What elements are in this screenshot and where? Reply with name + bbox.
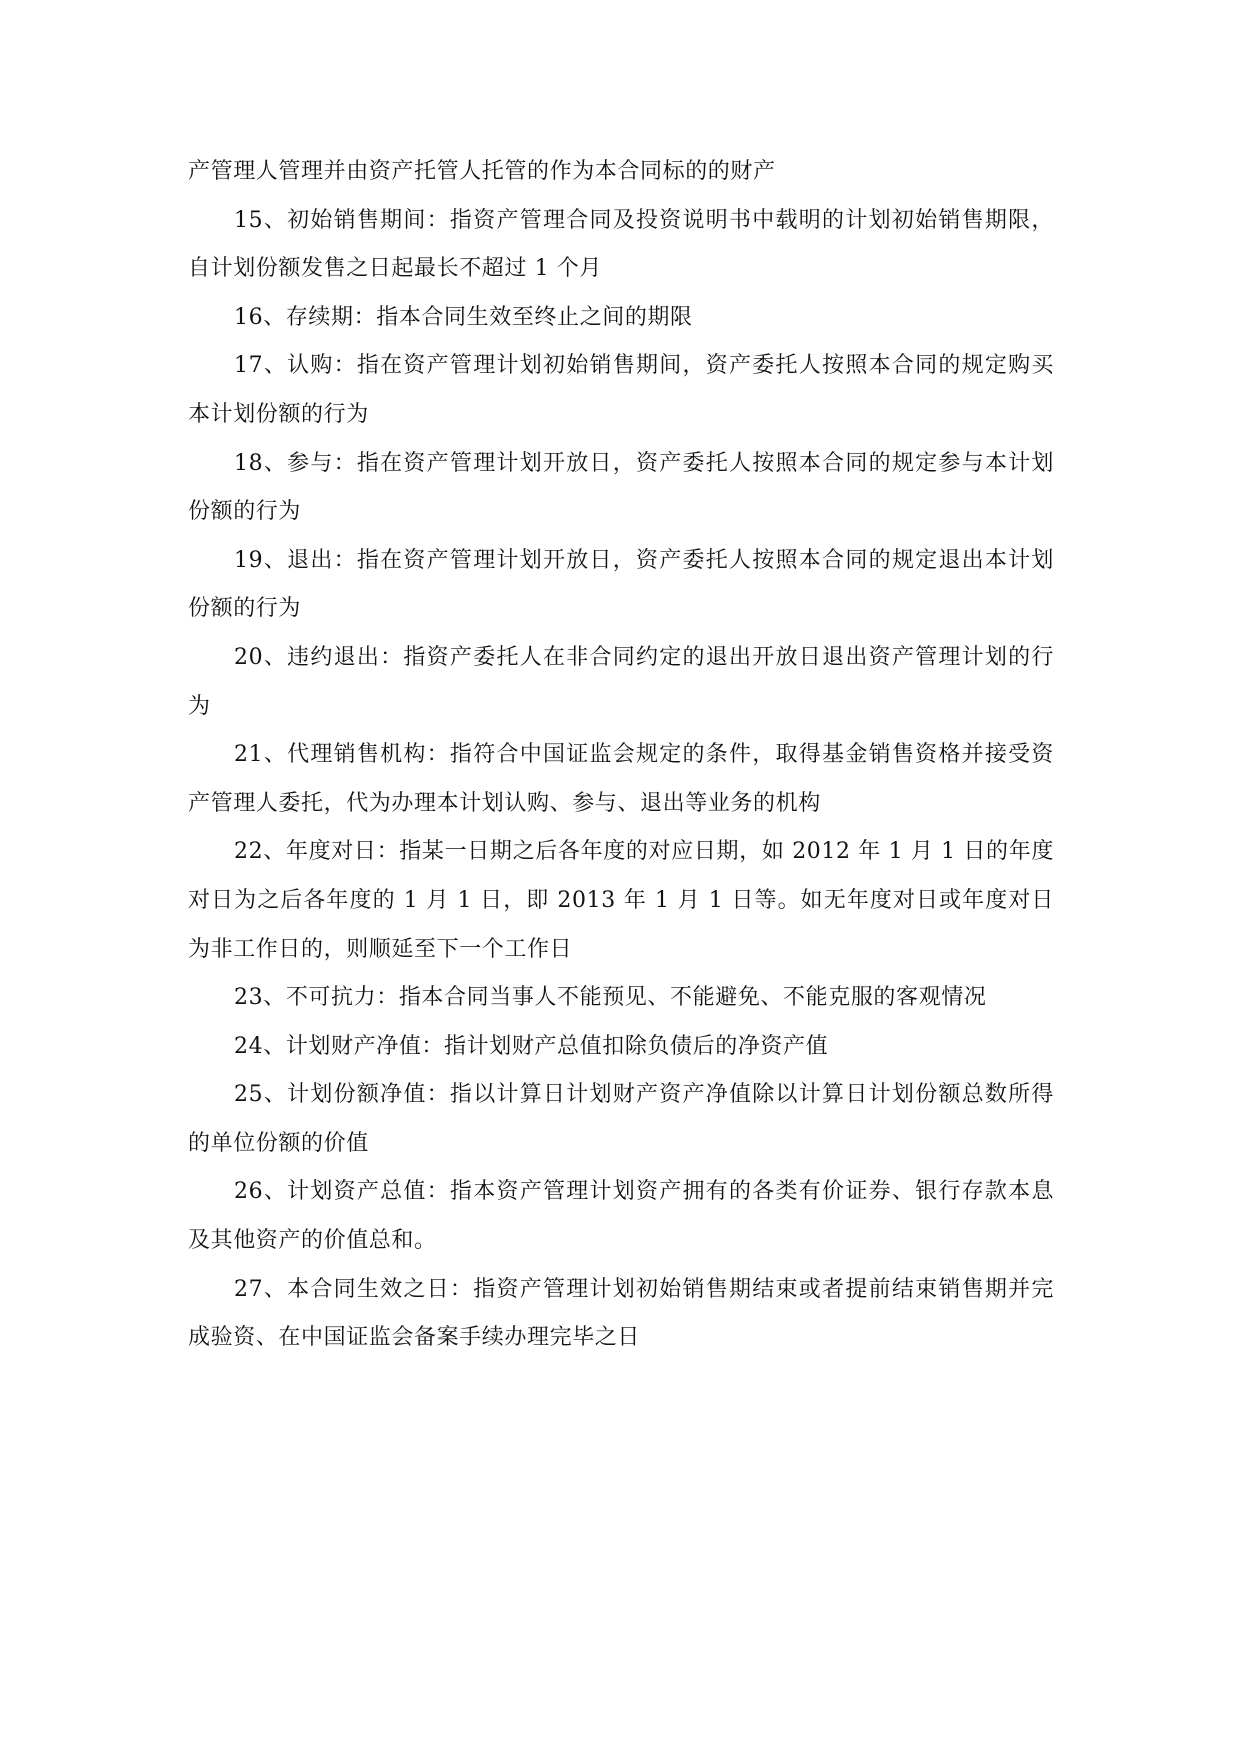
definition-17	[188, 342, 1054, 439]
definition-number: 20	[234, 644, 264, 670]
definition-text: 认购：指在资产管理计划初始销售期间，资产委托人按照本合同的规定购买本计划份额的行为	[188, 353, 1054, 427]
definition-number: 18	[234, 450, 264, 476]
definition-text: 计划份额净值：指以计算日计划财产资产净值除以计算日计划份额总数所得的单位份额的价值	[188, 1082, 1054, 1156]
definition-separator: 、	[263, 985, 286, 1011]
definition-text: 计划财产净值：指计划财产总值扣除负债后的净资产值	[285, 1033, 829, 1059]
definition-text: 不可抗力：指本合同当事人不能预见、不能避免、不能克服的客观情况	[285, 985, 987, 1011]
definition-text: 违约退出：指资产委托人在非合同约定的退出开放日退出资产管理计划的行为	[188, 644, 1054, 719]
definition-number: 24	[234, 1033, 264, 1059]
definition-text: 计划资产总值：指本资产管理计划资产拥有的各类有价证券、银行存款本息及其他资产的价值总和。	[188, 1179, 1054, 1254]
definition-20	[188, 634, 1054, 731]
definition-separator: 、	[263, 1179, 288, 1205]
definition-separator: 、	[263, 450, 288, 476]
definition-number: 22	[234, 839, 264, 865]
definition-separator: 、	[263, 207, 288, 233]
definition-separator: 、	[263, 547, 288, 573]
definition-separator: 、	[263, 742, 288, 768]
definition-text: 初始销售期间：指资产管理合同及投资说明书中载明的计划初始销售期限，自计划份额发售之日起最长不超过 1 个月	[188, 207, 1054, 282]
definition-number: 25	[234, 1082, 264, 1108]
definition-number: 17	[234, 353, 264, 379]
definition-text: 退出：指在资产管理计划开放日，资产委托人按照本合同的规定退出本计划份额的行为	[188, 547, 1054, 622]
definition-26	[188, 1168, 1054, 1265]
definition-number: 16	[234, 304, 264, 330]
definition-text: 代理销售机构：指符合中国证监会规定的条件，取得基金销售资格并接受资产管理人委托，代为办理本计划认购、参与、退出等业务的机构	[188, 742, 1054, 816]
definition-number: 27	[234, 1276, 264, 1302]
definition-text: 本合同生效之日：指资产管理计划初始销售期结束或者提前结束销售期并完成验资、在中国证监会备案手续办理完毕之日	[188, 1276, 1054, 1351]
definition-separator: 、	[263, 644, 288, 670]
definition-separator: 、	[263, 1082, 288, 1108]
definition-number: 15	[234, 207, 264, 233]
document-body	[188, 148, 1054, 1363]
definition-25	[188, 1071, 1054, 1168]
definition-separator: 、	[263, 353, 288, 379]
definition-21	[188, 731, 1054, 828]
definition-19	[188, 537, 1054, 634]
definition-23	[188, 974, 1054, 1023]
continuation-paragraph: 产管理人管理并由资产托管人托管的作为本合同标的的财产	[188, 159, 776, 184]
definition-27	[188, 1266, 1054, 1363]
definition-number: 26	[234, 1179, 264, 1205]
definition-number: 21	[234, 742, 264, 768]
definition-24	[188, 1023, 1054, 1072]
definition-separator: 、	[263, 1276, 288, 1302]
definition-15	[188, 197, 1054, 294]
definition-text: 存续期：指本合同生效至终止之间的期限	[285, 304, 693, 330]
definition-separator: 、	[263, 1033, 286, 1059]
definition-separator: 、	[263, 304, 286, 330]
definition-text: 年度对日：指某一日期之后各年度的对应日期，如 2012 年 1 月 1 日的年度对日为之后各年度的 1 月 1 日，即 2013 年 1 月 1 日等。如无年度对日或年度对日为非工作日的，则顺延至下一个工作日	[188, 839, 1054, 962]
definition-separator: 、	[263, 839, 286, 865]
definition-number: 19	[234, 547, 264, 573]
definition-18	[188, 440, 1054, 537]
definition-text: 参与：指在资产管理计划开放日，资产委托人按照本合同的规定参与本计划份额的行为	[188, 450, 1054, 525]
definition-number: 23	[234, 985, 264, 1011]
definition-16	[188, 294, 1054, 343]
definition-22	[188, 828, 1054, 974]
